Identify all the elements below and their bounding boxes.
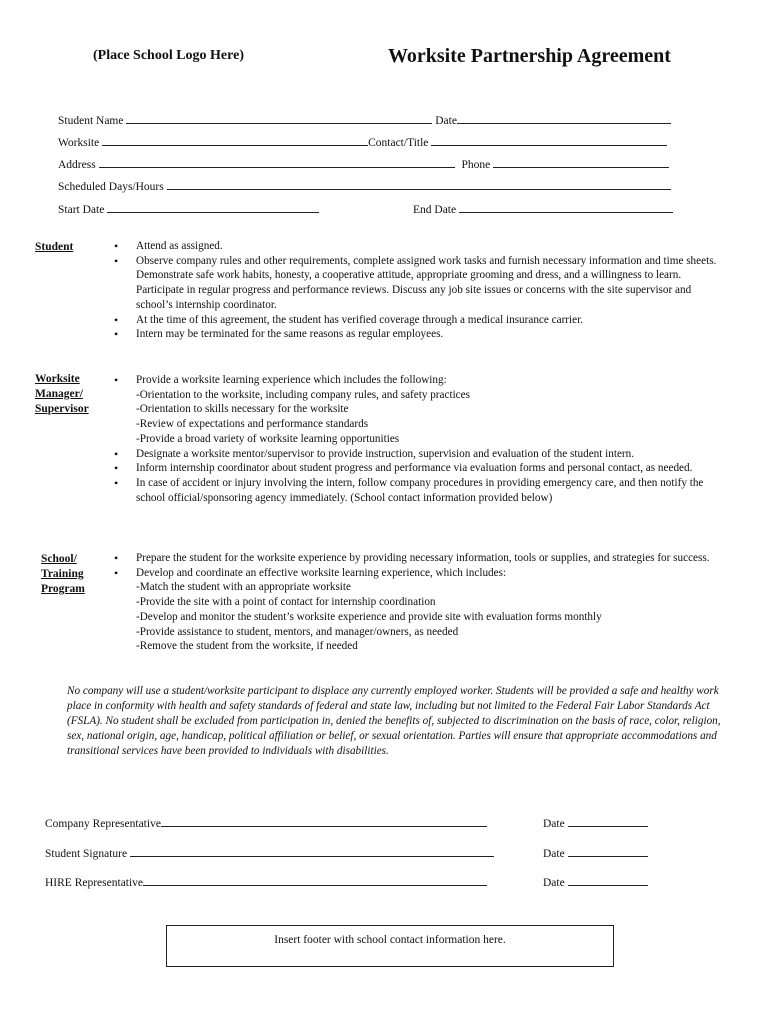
list-item: [136, 566, 730, 654]
start-date-field[interactable]: [107, 203, 319, 213]
student-signature-row: [45, 847, 494, 860]
list-item: • Intern may be terminated for the same reasons as regular employees.: [136, 327, 730, 342]
start-date-row: [58, 203, 319, 216]
student-name-row: [58, 114, 671, 127]
scheduled-label: Scheduled Days/Hours: [58, 181, 164, 193]
phone-field[interactable]: [493, 158, 669, 168]
worksite-label: Worksite: [58, 137, 100, 149]
page-title: Worksite Partnership Agreement: [388, 45, 671, 67]
list-item: • In case of accident or injury involving the intern, follow company procedures in providing emergency care, and then notify the school official/sponsoring agency immediately. (School contact information provided below): [136, 476, 730, 505]
list-item: • Designate a worksite mentor/supervisor to provide instruction, supervision and evaluation of the student intern.: [136, 447, 730, 462]
list-item: • Prepare the student for the worksite experience by providing necessary information, tools or supplies, and strategies for success.: [136, 551, 730, 566]
company-date-row: [543, 817, 648, 830]
sub-item: -Provide assistance to student, mentors, and manager/owners, as needed: [136, 625, 459, 638]
company-signature-row: [45, 817, 487, 830]
student-date-row: [543, 847, 648, 860]
address-row: [58, 158, 669, 171]
company-signature-field[interactable]: [161, 817, 487, 827]
school-label-line: Training: [41, 568, 84, 580]
scheduled-field[interactable]: [167, 180, 671, 190]
company-date-label: Date: [543, 818, 565, 830]
hire-signature-label: HIRE Representative: [45, 877, 144, 889]
school-label-line: School/: [41, 553, 77, 565]
start-date-label: Start Date: [58, 204, 105, 216]
hire-signature-field[interactable]: [143, 876, 487, 886]
school-responsibilities: [136, 551, 730, 654]
worksite-label-line: Supervisor: [35, 403, 89, 415]
list-item-text: • Develop and coordinate an effective worksite learning experience, which includes:: [136, 566, 507, 579]
worksite-field[interactable]: [102, 136, 368, 146]
address-field[interactable]: [99, 158, 455, 168]
student-responsibilities: [136, 239, 730, 342]
sub-item: -Match the student with an appropriate worksite: [136, 581, 351, 594]
list-item: • Inform internship coordinator about student progress and performance via evaluation forms and personal contact, as needed.: [136, 461, 730, 476]
worksite-responsibilities: [136, 373, 730, 505]
school-label-line: Program: [41, 583, 85, 595]
student-name-label: Student Name: [58, 115, 124, 127]
list-item-text: • Provide a worksite learning experience which includes the following:: [136, 374, 447, 386]
worksite-label-line: Manager/: [35, 388, 83, 400]
list-item: • At the time of this agreement, the student has verified coverage through a medical insurance carrier.: [136, 313, 730, 328]
worksite-row: [58, 136, 667, 149]
non-discrimination-notice: No company will use a student/worksite participant to displace any currently employed worker. Students will be provided a safe and healthy work place in conformity with health and safety standards of federal and state law, including but not limited to the Federal Fair Labor Standards Act (FSLA). No student shall be excluded from participation in, denied the benefits of, subjected to discrimination on the basis of race, color, religion, sex, national origin, age, handicap, political affiliation or belief, or sexual orientation. Parties will ensure that appropriate accommodations and transitional services have been provided to individuals with disabilities.: [67, 685, 721, 757]
contact-title-field[interactable]: [431, 136, 667, 146]
student-section-label: Student: [35, 241, 74, 253]
sub-item: -Provide a broad variety of worksite learning opportunities: [136, 432, 400, 445]
end-date-field[interactable]: [459, 203, 673, 213]
student-signature-field[interactable]: [130, 847, 494, 857]
company-signature-label: Company Representative: [45, 818, 161, 830]
footer-text: Insert footer with school contact information here.: [274, 934, 506, 946]
school-section-label: [41, 552, 85, 597]
phone-label: Phone: [461, 159, 491, 171]
student-signature-label: Student Signature: [45, 848, 128, 860]
date-label: Date: [435, 115, 457, 127]
address-label: Address: [58, 159, 96, 171]
list-item: [136, 373, 730, 447]
list-item: • Observe company rules and other requirements, complete assigned work tasks and furnish necessary information and time sheets. Demonstrate safe work habits, honesty, a cooperative attitude, appropriate grooming and dress, and a willingness to learn. Participate in regular progress and performance reviews. Discuss any job site issues or concerns with the site supervisor and school’s internship coordinator.: [136, 254, 730, 313]
list-item: • Attend as assigned.: [136, 239, 730, 254]
date-field[interactable]: [457, 114, 671, 124]
student-date-label: Date: [543, 848, 565, 860]
end-date-label: End Date: [413, 204, 457, 216]
hire-date-label: Date: [543, 877, 565, 889]
footer-box: [166, 925, 614, 967]
student-date-field[interactable]: [568, 847, 648, 857]
sub-item: -Provide the site with a point of contact for internship coordination: [136, 596, 436, 609]
student-name-field[interactable]: [126, 114, 432, 124]
contact-title-label: Contact/Title: [368, 137, 429, 149]
hire-signature-row: [45, 876, 487, 889]
sub-item: -Review of expectations and performance standards: [136, 418, 369, 431]
scheduled-row: [58, 180, 671, 193]
worksite-section-label: [35, 372, 89, 417]
company-date-field[interactable]: [568, 817, 648, 827]
logo-placeholder: (Place School Logo Here): [93, 48, 244, 63]
sub-item: -Develop and monitor the student’s worksite experience and provide site with evaluation forms monthly: [136, 610, 602, 623]
end-date-row: [413, 203, 673, 216]
sub-item: -Orientation to skills necessary for the worksite: [136, 403, 349, 416]
sub-item: -Orientation to the worksite, including company rules, and safety practices: [136, 388, 470, 401]
sub-item: -Remove the student from the worksite, if needed: [136, 640, 358, 653]
worksite-label-line: Worksite: [35, 373, 80, 385]
hire-date-field[interactable]: [568, 876, 648, 886]
hire-date-row: [543, 876, 648, 889]
